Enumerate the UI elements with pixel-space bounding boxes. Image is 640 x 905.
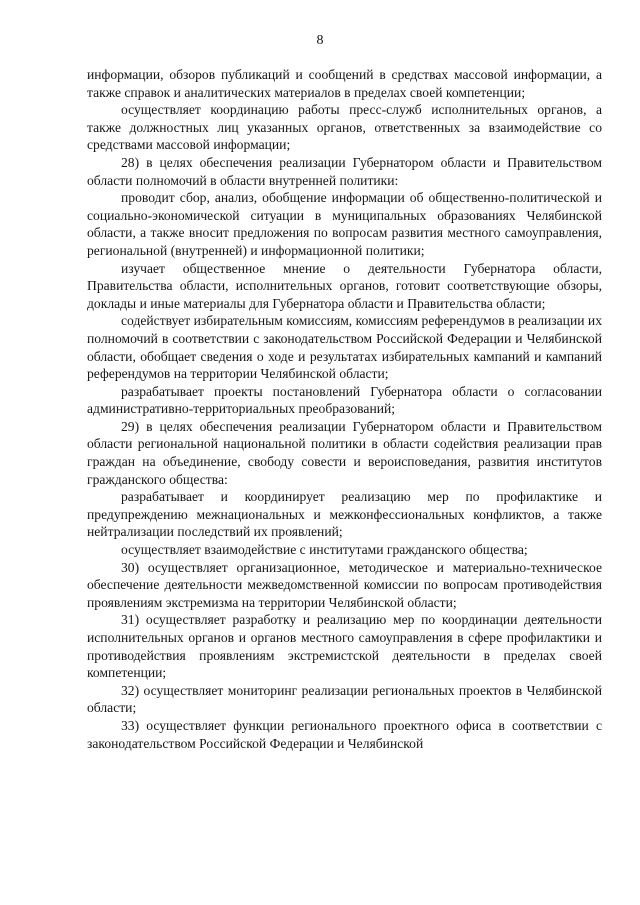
page-number: 8 xyxy=(316,33,324,48)
paragraph: разрабатывает проекты постановлений Губернатора области о согласовании административно-территориальных преобразований; xyxy=(87,383,602,417)
paragraph: содействует избирательным комиссиям, комиссиям референдумов в реализации их полномочий в соответствии с законодательством Российской Федерации и Челябинской области, обобщает сведения о ходе и результатах избирательных кампаний и кампаний референдумов на территории Челябинской области; xyxy=(87,313,602,382)
document-body xyxy=(87,66,602,752)
paragraph-item-32: 32) осуществляет мониторинг реализации региональных проектов в Челябинской области; xyxy=(87,682,602,716)
paragraph-item-30: 30) осуществляет организационное, методическое и материально-техническое обеспечение деятельности межведомственной комиссии по вопросам противодействия проявлениям экстремизма на территории Челябинской области; xyxy=(87,559,602,610)
paragraph: изучает общественное мнение о деятельности Губернатора области, Правительства области, исполнительных органов, готовит соответствующие обзоры, доклады и иные материалы для Губернатора области и Правительства области; xyxy=(87,260,602,311)
paragraph-item-31: 31) осуществляет разработку и реализацию мер по координации деятельности исполнительных органов и органов местного самоуправления в сфере профилактики и противодействия проявлениям экстремистской деятельности в пределах своей компетенции; xyxy=(87,612,602,681)
paragraph: осуществляет взаимодействие с институтами гражданского общества; xyxy=(121,542,528,558)
paragraph: разрабатывает и координирует реализацию мер по профилактике и предупреждению межнациональных и межконфессиональных конфликтов, а также нейтрализации последствий их проявлений; xyxy=(87,489,602,540)
paragraph-item-29: 29) в целях обеспечения реализации Губернатором области и Правительством области региональной национальной политики в области содействия реализации прав граждан на объединение, свободу совести и вероисповедания, развития институтов гражданского общества: xyxy=(87,418,602,487)
paragraph-item-33: 33) осуществляет функции регионального проектного офиса в соответствии с законодательством Российской Федерации и Челябинской xyxy=(87,717,602,751)
paragraph-item-28: 28) в целях обеспечения реализации Губернатором области и Правительством области полномочий в области внутренней политики: xyxy=(87,154,602,188)
paragraph: осуществляет координацию работы пресс-служб исполнительных органов, а также должностных лиц указанных органов, ответственных за взаимодействие со средствами массовой информации; xyxy=(87,102,602,153)
paragraph-continuation: информации, обзоров публикаций и сообщений в средствах массовой информации, а также справок и аналитических материалов в пределах своей компетенции; xyxy=(87,67,602,100)
paragraph: проводит сбор, анализ, обобщение информации об общественно-политической и социально-экономической ситуации в муниципальных образованиях Челябинской области, а также вносит предложения по вопросам развития местного самоуправления, региональной (внутренней) и информационной политики; xyxy=(87,190,602,258)
